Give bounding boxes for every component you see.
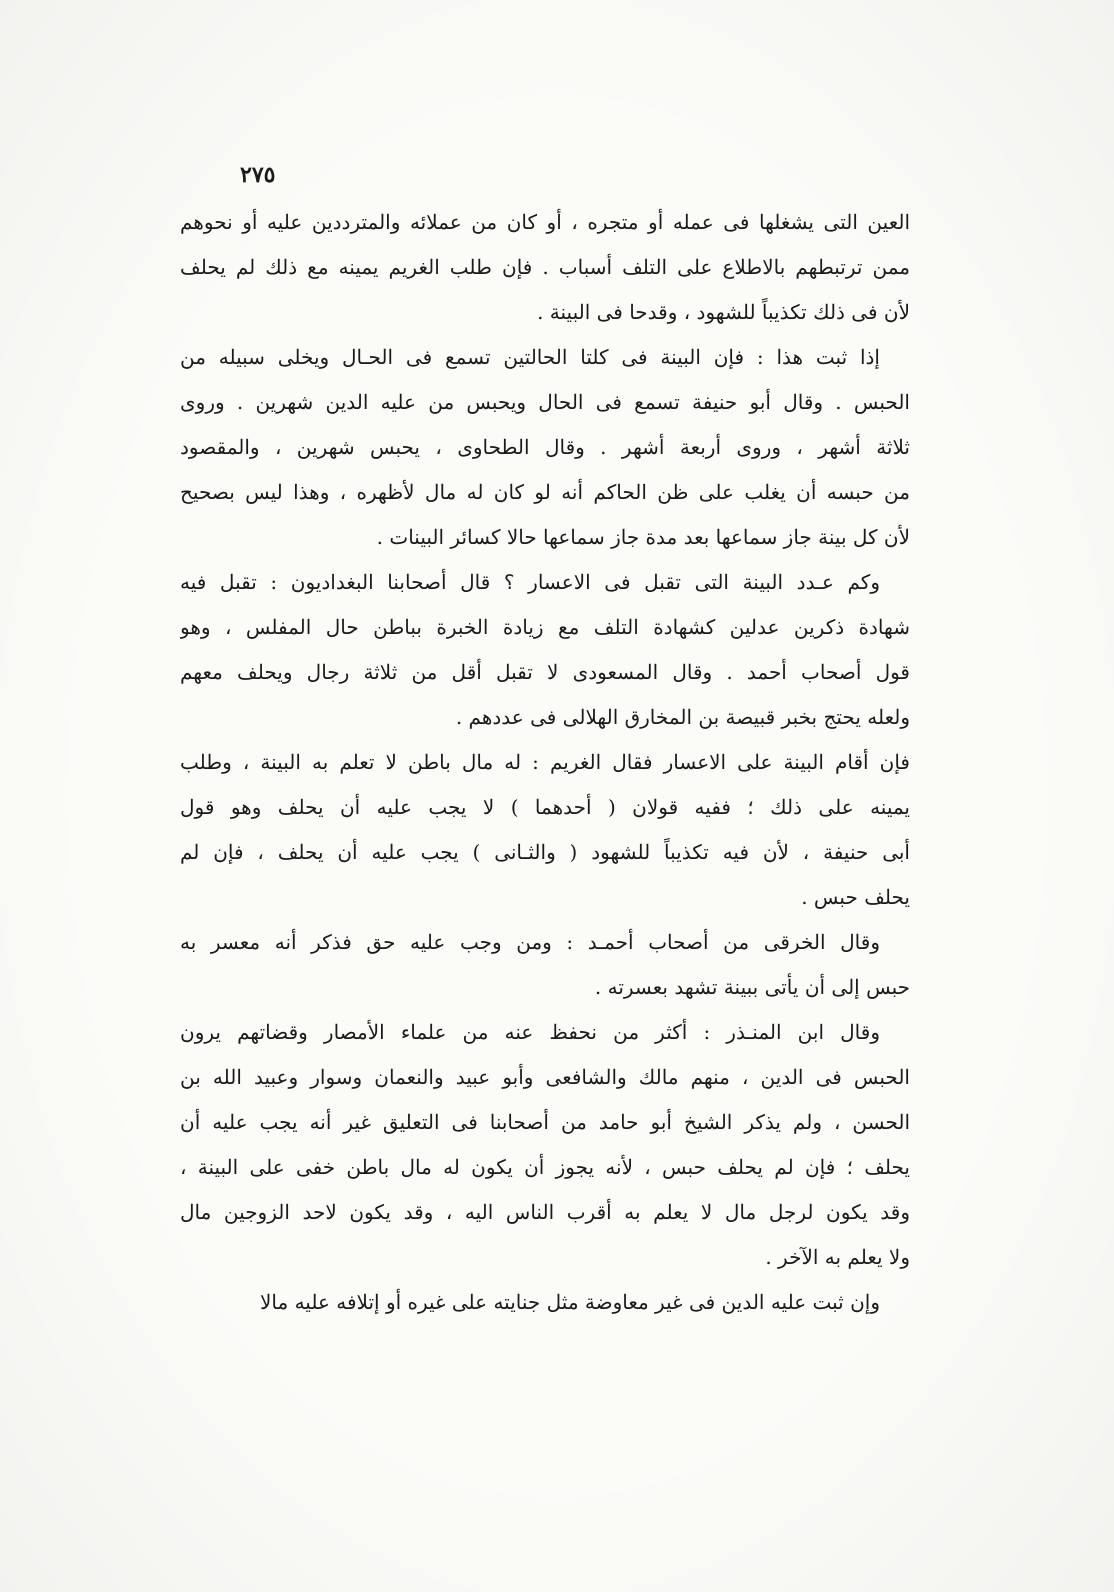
text-line: العين التى يشغلها فى عمله أو متجره ، أو كان من عملائه والمترددين عليه أو نحوهم <box>180 210 910 234</box>
text-line: لأن فى ذلك تكذيباً للشهود ، وقدحا فى البينة . <box>537 300 910 324</box>
text-line: الحبس . وقال أبو حنيفة تسمع فى الحال ويحبس من عليه الدين شهرين . وروى <box>180 390 910 414</box>
text-line: ثلاثة أشهر ، وروى أربعة أشهر . وقال الطحاوى ، يحبس شهرين ، والمقصود <box>180 435 910 459</box>
text-line: ولعله يحتج بخبر قبيصة بن المخارق الهلالى فى عددهم . <box>455 705 910 729</box>
text-line: حبس إلى أن يأتى ببينة تشهد بعسرته . <box>594 975 910 999</box>
text-line: وقال ابن المنـذر : أكثر من نحفظ عنه من علماء الأمصار وقضاتهم يرون <box>180 1020 880 1044</box>
text-line: من حبسه أن يغلب على ظن الحاكم أنه لو كان له مال لأظهره ، وهذا ليس بصحيح <box>180 480 910 504</box>
text-line: وقال الخرقى من أصحاب أحمـد : ومن وجب عليه حق فذكر أنه معسر به <box>180 930 880 954</box>
text-line: فإن أقام البينة على الاعسار فقال الغريم : له مال باطن لا تعلم به البينة ، وطلب <box>180 750 910 774</box>
text-line: لأن كل بينة جاز سماعها بعد مدة جاز سماعها حالا كسائر البينات . <box>376 525 910 549</box>
text-line: يحلف ؛ فإن لم يحلف حبس ، لأنه يجوز أن يكون له مال باطن خفى على البينة ، <box>180 1155 910 1179</box>
text-line: شهادة ذكرين عدلين كشهادة التلف مع زيادة الخبرة بباطن حال المفلس ، وهو <box>180 615 910 639</box>
text-line: وكم عـدد البينة التى تقبل فى الاعسار ؟ قال أصحابنا البغداديون : تقبل فيه <box>180 570 880 594</box>
text-line: الحبس فى الدين ، منهم مالك والشافعى وأبو عبيد والنعمان وسوار وعبيد الله بن <box>180 1065 910 1089</box>
text-line: إذا ثبت هذا : فإن البينة فى كلتا الحالتين تسمع فى الحـال ويخلى سبيله من <box>180 345 880 369</box>
page-number: ٢٧٥ <box>240 162 276 188</box>
text-line: يحلف حبس . <box>801 885 910 909</box>
text-line: ولا يعلم به الآخر . <box>765 1245 910 1269</box>
body-text <box>180 200 910 1325</box>
text-line: أبى حنيفة ، لأن فيه تكذيباً للشهود ( والثـانى ) يجب عليه أن يحلف ، فإن لم <box>180 840 910 864</box>
text-line: قول أصحاب أحمد . وقال المسعودى لا تقبل أقل من ثلاثة رجال ويحلف معهم <box>180 660 910 684</box>
text-line: وقد يكون لرجل مال لا يعلم به أقرب الناس اليه ، وقد يكون لاحد الزوجين مال <box>180 1200 910 1224</box>
text-line: ممن ترتبطهم بالاطلاع على التلف أسباب . فإن طلب الغريم يمينه مع ذلك لم يحلف <box>180 255 910 279</box>
text-line: يمينه على ذلك ؛ ففيه قولان ( أحدهما ) لا يجب عليه أن يحلف وهو قول <box>180 795 910 819</box>
text-line: وإن ثبت عليه الدين فى غير معاوضة مثل جنايته على غيره أو إتلافه عليه مالا <box>260 1290 880 1314</box>
text-line: الحسن ، ولم يذكر الشيخ أبو حامد من أصحابنا فى التعليق غير أنه يجب عليه أن <box>180 1110 910 1134</box>
